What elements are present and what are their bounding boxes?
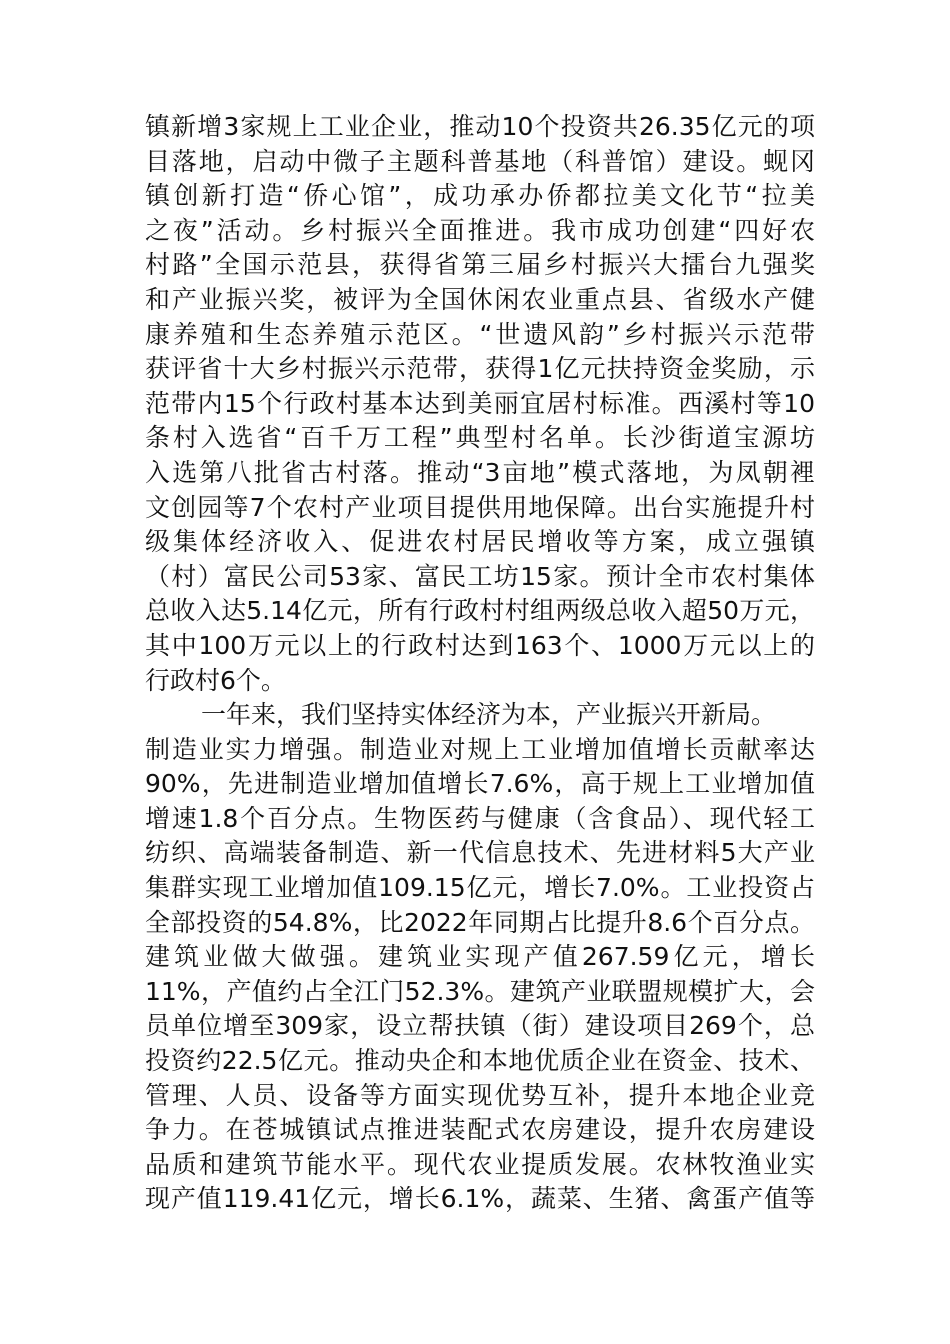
text-line: 级集体经济收入、促进农村居民增收等方案，成立强镇: [145, 527, 815, 557]
text-line: 集群实现工业增加值109.15亿元，增长7.0%。工业投资占: [145, 873, 815, 903]
paragraph-first-line: 一年来，我们坚持实体经济为本，产业振兴开新局。: [201, 700, 777, 730]
text-line: 村路”全国示范县，获得省第三届乡村振兴大擂台九强奖: [145, 250, 815, 280]
text-line: 争力。在苍城镇试点推进装配式农房建设，提升农房建设: [145, 1115, 815, 1145]
text-line: 制造业实力增强。制造业对规上工业增加值增长贡献率达: [145, 734, 815, 764]
text-line: 品质和建筑节能水平。现代农业提质发展。农林牧渔业实: [145, 1149, 815, 1179]
text-line: 之夜”活动。乡村振兴全面推进。我市成功创建“四好农: [145, 215, 815, 245]
text-line: 建筑业做大做强。建筑业实现产值267.59亿元，增长: [145, 942, 815, 972]
text-line: 总收入达5.14亿元，所有行政村村组两级总收入超50万元，: [145, 596, 815, 626]
text-line: 镇创新打造“侨心馆”，成功承办侨都拉美文化节“拉美: [145, 181, 815, 211]
text-line: 投资约22.5亿元。推动央企和本地优质企业在资金、技术、: [145, 1046, 815, 1076]
text-line: 文创园等7个农村产业项目提供用地保障。出台实施提升村: [145, 492, 815, 522]
body-text: [145, 110, 815, 1217]
text-line: 镇新增3家规上工业企业，推动10个投资共26.35亿元的项: [145, 112, 815, 141]
text-line: （村）富民公司53家、富民工坊15家。预计全市农村集体: [145, 561, 815, 591]
text-line: 目落地，启动中微子主题科普基地（科普馆）建设。蚬冈: [145, 146, 815, 176]
text-line: 纺织、高端装备制造、新一代信息技术、先进材料5大产业: [145, 838, 815, 868]
text-line: 行政村6个。: [145, 665, 286, 695]
text-line: 现产值119.41亿元，增长6.1%，蔬菜、生猪、禽蛋产值等: [145, 1184, 815, 1214]
text-line: 范带内15个行政村基本达到美丽宜居村标准。西溪村等10: [145, 388, 815, 418]
text-line: 90%，先进制造业增加值增长7.6%，高于规上工业增加值: [145, 769, 815, 799]
text-line: 和产业振兴奖，被评为全国休闲农业重点县、省级水产健: [145, 284, 815, 314]
text-line: 11%，产值约占全江门52.3%。建筑产业联盟规模扩大，会: [145, 976, 815, 1006]
text-line: 增速1.8个百分点。生物医药与健康（含食品）、现代轻工: [145, 803, 815, 833]
text-line: 入选第八批省古村落。推动“3亩地”模式落地，为凤朝裡: [145, 457, 815, 487]
text-line: 员单位增至309家，设立帮扶镇（街）建设项目269个，总: [145, 1011, 815, 1041]
text-line: 管理、人员、设备等方面实现优势互补，提升本地企业竞: [145, 1080, 815, 1110]
text-line: 全部投资的54.8%，比2022年同期占比提升8.6个百分点。: [145, 907, 815, 937]
text-line: 获评省十大乡村振兴示范带，获得1亿元扶持资金奖励，示: [145, 354, 815, 384]
text-line: 条村入选省“百千万工程”典型村名单。长沙街道宝源坊: [145, 423, 815, 453]
text-line: 其中100万元以上的行政村达到163个、1000万元以上的: [145, 630, 815, 660]
text-line: 康养殖和生态养殖示范区。“世遗风韵”乡村振兴示范带: [145, 319, 815, 349]
